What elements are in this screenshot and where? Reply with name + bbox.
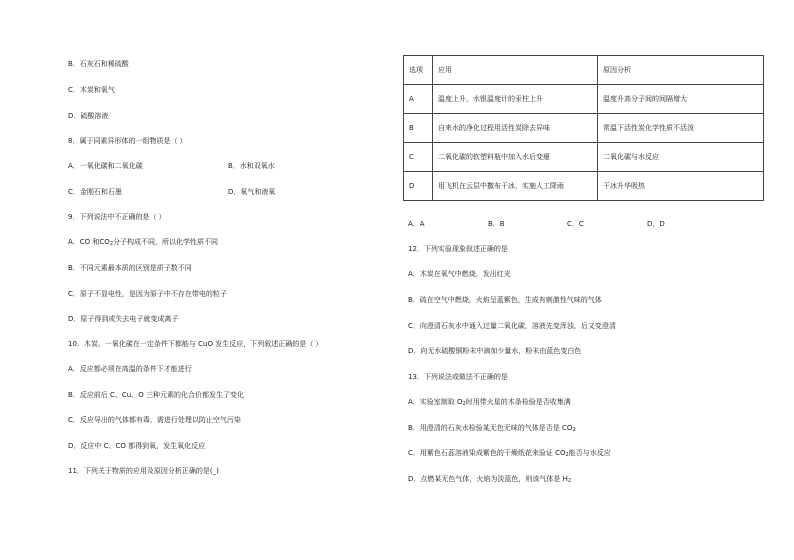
q10-option-b: B．反应前后 C、Cu、O 三种元素的化合价都发生了变化 bbox=[68, 391, 244, 399]
q13-option-b: B．用澄清的石灰水检验某无色无味的气体是否是 $CO_2$ bbox=[408, 424, 576, 433]
table-cell: 干冰升华吸热 bbox=[598, 172, 764, 201]
q12-option-c: C．向澄清石灰水中通入过量二氧化碳，溶液先变浑浊，后又变澄清 bbox=[408, 322, 616, 330]
table-cell: 温度上升，水银温度计的汞柱上升 bbox=[433, 85, 598, 114]
q7-option-b: B．石灰石和稀硫酸 bbox=[68, 60, 129, 68]
q13-option-d: D．点燃某无色气体，火焰为淡蓝色，则该气体是 $H_2$ bbox=[408, 475, 572, 484]
q12-stem: 12．下列实验现象叙述正确的是 bbox=[408, 245, 508, 253]
table-cell: 自来水的净化过程用活性炭除去异味 bbox=[433, 114, 598, 143]
q11-option-b: B．B bbox=[488, 220, 505, 228]
q11-option-a: A．A bbox=[408, 220, 425, 228]
q11-option-d: D．D bbox=[647, 220, 665, 228]
q10-stem: 10．木炭、一氧化碳在一定条件下都能与 CuO 发生反应，下列叙述正确的是（ ） bbox=[68, 340, 323, 348]
q10-option-d: D．反应中 C、CO 都得到氧，发生氧化反应 bbox=[68, 442, 206, 450]
q13-option-a: A．实验室制取 $O_2$时用带火星的木条检验是否收集满 bbox=[408, 398, 571, 407]
table-row bbox=[404, 85, 764, 114]
q9-option-b: B．不同元素最本质的区别是质子数不同 bbox=[68, 264, 192, 272]
q9-option-a: A．CO 和$CO_2$分子构成不同，所以化学性质不同 bbox=[68, 238, 218, 247]
q13-option-c: C．用紫色石蕊溶液染成紫色的干燥纸花来验证 $CO_2$能否与水反应 bbox=[408, 449, 611, 458]
q11-option-c: C．C bbox=[567, 220, 584, 228]
table-header-cell: 选项 bbox=[404, 56, 433, 85]
table-header-row bbox=[404, 56, 764, 85]
table-row bbox=[404, 114, 764, 143]
q10-option-a: A．反应都必须在高温的条件下才能进行 bbox=[68, 365, 192, 373]
table-header-cell: 应用 bbox=[433, 56, 598, 85]
q8-stem: 8．属于同素异形体的一组物质是（ ） bbox=[68, 137, 187, 145]
table-cell: 二氧化碳的软塑料瓶中加入水后变瘪 bbox=[433, 143, 598, 172]
q12-option-a: A．木炭在氧气中燃烧，发出红光 bbox=[408, 270, 511, 278]
q12-option-b: B．硫在空气中燃烧，火焰呈蓝紫色，生成有刺激性气味的气体 bbox=[408, 296, 602, 304]
q8-option-c: C．金刚石和石墨 bbox=[68, 188, 122, 196]
table-row bbox=[404, 172, 764, 201]
q13-stem: 13．下列说法或做法不正确的是 bbox=[408, 373, 508, 381]
table-cell: B bbox=[404, 114, 433, 143]
q9-stem: 9．下列说法中不正确的是（ ） bbox=[68, 213, 166, 221]
table-header-cell: 原因分析 bbox=[598, 56, 764, 85]
q7-option-d: D．硫酸溶液 bbox=[68, 112, 109, 120]
table-row bbox=[404, 143, 764, 172]
q9-option-c: C．原子不显电性，是因为原子中不存在带电的粒子 bbox=[68, 290, 227, 298]
q7-option-c: C．木炭和氧气 bbox=[68, 86, 115, 94]
table-cell: 温度升高分子间的间隔增大 bbox=[598, 85, 764, 114]
table-cell: C bbox=[404, 143, 433, 172]
table-cell: 常温下活性炭化学性质不活泼 bbox=[598, 114, 764, 143]
q8-option-d: D．氧气和液氧 bbox=[228, 188, 276, 196]
table-cell: A bbox=[404, 85, 433, 114]
q11-stem: 11．下列关于物质的应用及原因分析正确的是(_) bbox=[68, 467, 219, 475]
table-cell: D bbox=[404, 172, 433, 201]
q9-option-d: D．原子得到或失去电子就变成离子 bbox=[68, 315, 179, 323]
q11-table bbox=[403, 55, 764, 201]
q8-option-a: A．一氧化碳和二氧化碳 bbox=[68, 162, 143, 170]
q12-option-d: D．向无水硫酸铜粉末中滴加少量水，粉末由蓝色变白色 bbox=[408, 347, 582, 355]
table-cell: 二氧化碳与水反应 bbox=[598, 143, 764, 172]
q8-option-b: B．水和双氧水 bbox=[228, 162, 275, 170]
q10-option-c: C．反应导出的气体都有毒，需进行处理以防止空气污染 bbox=[68, 416, 241, 424]
table-cell: 用飞机在云层中撒布干冰，实施人工降雨 bbox=[433, 172, 598, 201]
